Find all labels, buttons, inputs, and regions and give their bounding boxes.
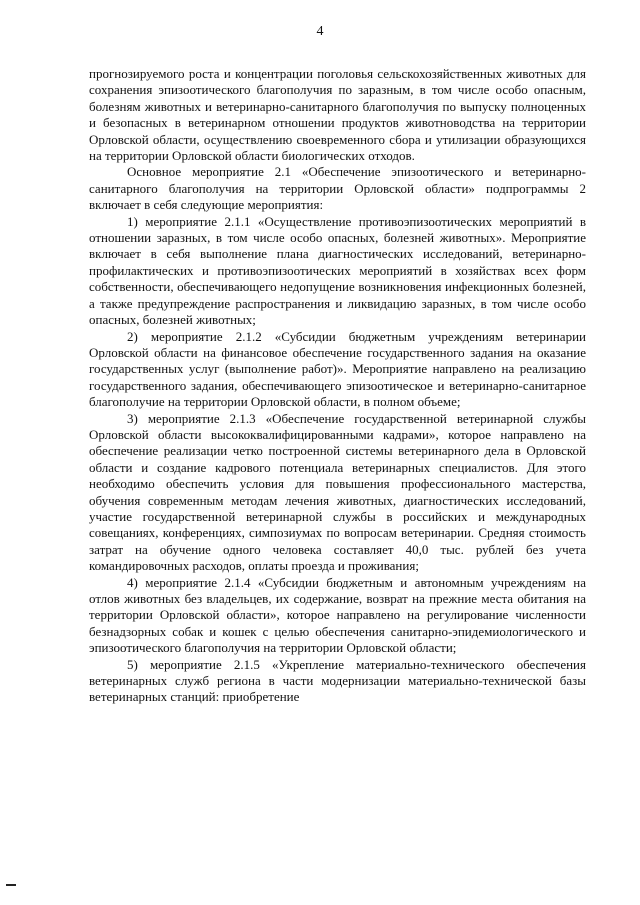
scan-edge-mark: [6, 884, 16, 886]
paragraph-activity-2-1-2: 2) мероприятие 2.1.2 «Субсидии бюджетным учреждениям ветеринарии Орловской области на финансовое обеспечение государственного задания на оказание государственных услуг (выполнение работ)». Мероприятие направлено на реализацию государственного задания, обеспечивающего эпизоотическое и ветеринарно-санитарное благополучие на территории Орловской области, в полном объеме;: [89, 328, 586, 410]
paragraph-continuation: прогнозируемого роста и концентрации поголовья сельскохозяйственных животных для сохранения эпизоотического благополучия по заразным, в том числе особо опасным, болезням животных и ветеринарно-санитарного благополучия по выпуску полноценных и безопасных в ветеринарном отношении продуктов животноводства на территории Орловской области, осуществлению своевременного сбора и утилизации образующихся на территории Орловской области биологических отходов.: [89, 66, 586, 164]
page-number: 4: [316, 24, 324, 39]
paragraph-activity-2-1-5: 5) мероприятие 2.1.5 «Укрепление материально-технического обеспечения ветеринарных служб региона в части модернизации материально-технической базы ветеринарных станций: приобретение: [89, 656, 586, 705]
paragraph-activity-2-1-4: 4) мероприятие 2.1.4 «Субсидии бюджетным и автономным учреждениям на отлов животных без владельцев, их содержание, возврат на прежние места обитания на территории Орловской области», которое направлено на регулирование численности безнадзорных собак и кошек с целью обеспечения санитарно-эпидемиологического и эпизоотического благополучия на территории Орловской области;: [89, 574, 586, 656]
paragraph-activity-2-1-3: 3) мероприятие 2.1.3 «Обеспечение государственной ветеринарной службы Орловской области высококвалифицированными кадрами», которое направлено на обеспечение реализации четко построенной системы ветеринарного дела в Орловской области и создание кадрового потенциала ветеринарных специалистов. Для этого необходимо обеспечить условия для повышения профессионального мастерства, обучения современным методам лечения животных, диагностических исследований, участие государственной ветеринарной службы в российских и международных совещаниях, конференциях, симпозиумах по вопросам ветеринарии. Средняя стоимость затрат на обучение одного человека составляет 40,0 тыс. рублей без учета командировочных расходов, оплаты проезда и проживания;: [89, 410, 586, 574]
paragraph-main-activity: Основное мероприятие 2.1 «Обеспечение эпизоотического и ветеринарно-санитарного благополучия на территории Орловской области» подпрограммы 2 включает в себя следующие мероприятия:: [89, 164, 586, 213]
paragraph-activity-2-1-1: 1) мероприятие 2.1.1 «Осуществление противоэпизоотических мероприятий в отношении заразных, в том числе особо опасных, болезней животных». Мероприятие включает в себя выполнение плана диагностических исследований, ветеринарно-профилактических и противоэпизоотических мероприятий в хозяйствах всех форм собственности, обеспечивающего недопущение возникновения инфекционных болезней, а также предупреждение распространения и ликвидацию заразных, в том числе особо опасных, болезней животных;: [89, 213, 586, 328]
document-body: [89, 66, 586, 706]
